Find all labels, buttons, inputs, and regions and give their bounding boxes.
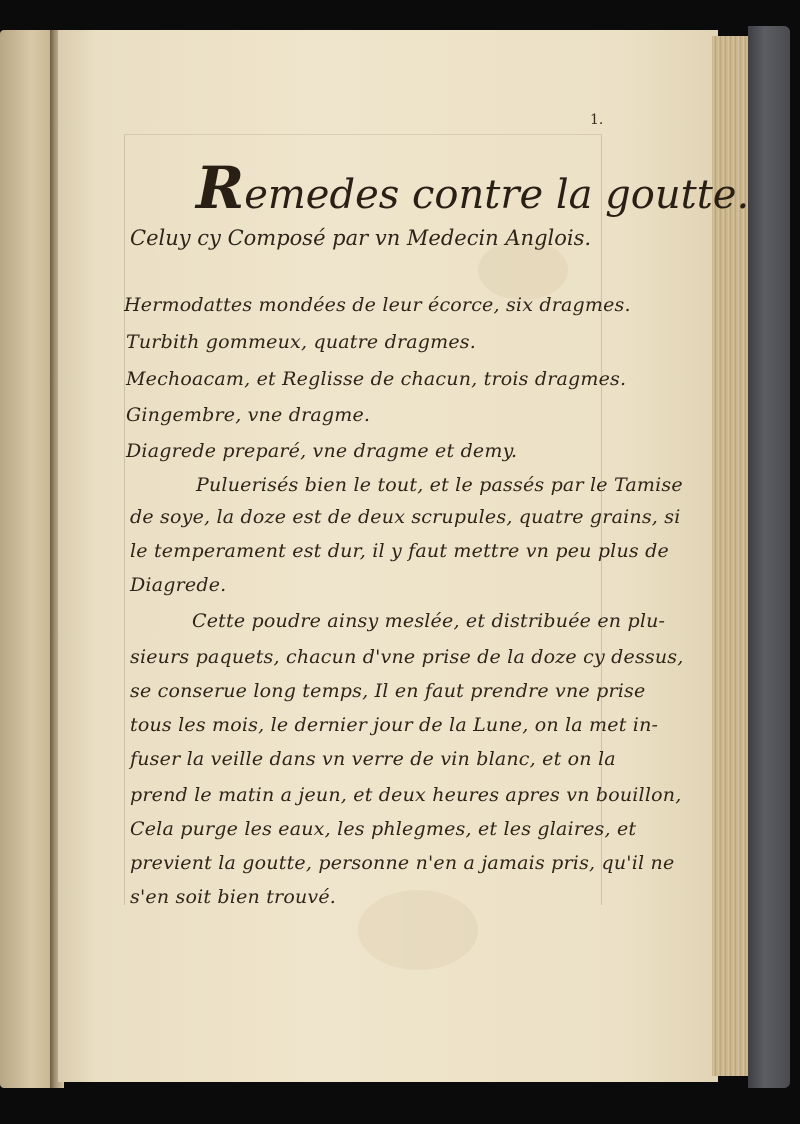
text-line: de soye, la doze est de deux scrupules, quatre grains, si — [130, 506, 681, 528]
text-line: Diagrede preparé, vne dragme et demy. — [126, 440, 518, 462]
text-line: Hermodattes mondées de leur écorce, six dragmes. — [124, 294, 631, 316]
title-text: emedes contre la goutte. — [244, 172, 750, 218]
text-line: Cela purge les eaux, les phlegmes, et les glaires, et — [130, 818, 637, 840]
page-title — [196, 154, 750, 222]
text-line: Turbith gommeux, quatre dragmes. — [126, 331, 476, 353]
text-line: prend le matin a jeun, et deux heures apres vn bouillon, — [130, 784, 682, 806]
text-line: Diagrede. — [130, 574, 227, 596]
text-line: previent la goutte, personne n'en a jamais pris, qu'il ne — [130, 852, 675, 874]
text-line: tous les mois, le dernier jour de la Lune, on la met in- — [130, 714, 659, 736]
text-line: Puluerisés bien le tout, et le passés par le Tamise — [196, 474, 683, 496]
text-line: fuser la veille dans vn verre de vin blanc, et on la — [130, 748, 616, 770]
subtitle: Celuy cy Composé par vn Medecin Anglois. — [130, 226, 592, 250]
text-line: se conserue long temps, Il en faut prendre vne prise — [130, 680, 646, 702]
title-capital: R — [196, 154, 245, 222]
text-line: sieurs paquets, chacun d'vne prise de la doze cy dessus, — [130, 646, 684, 668]
page-number: 1. — [590, 112, 604, 128]
text-line: Cette poudre ainsy meslée, et distribuée en plu- — [192, 610, 666, 632]
text-line: s'en soit bien trouvé. — [130, 886, 337, 908]
text-line: Gingembre, vne dragme. — [126, 404, 371, 426]
text-line: Mechoacam, et Reglisse de chacun, trois dragmes. — [126, 368, 627, 390]
book-cover — [748, 26, 790, 1088]
text-line: le temperament est dur, il y faut mettre vn peu plus de — [130, 540, 669, 562]
